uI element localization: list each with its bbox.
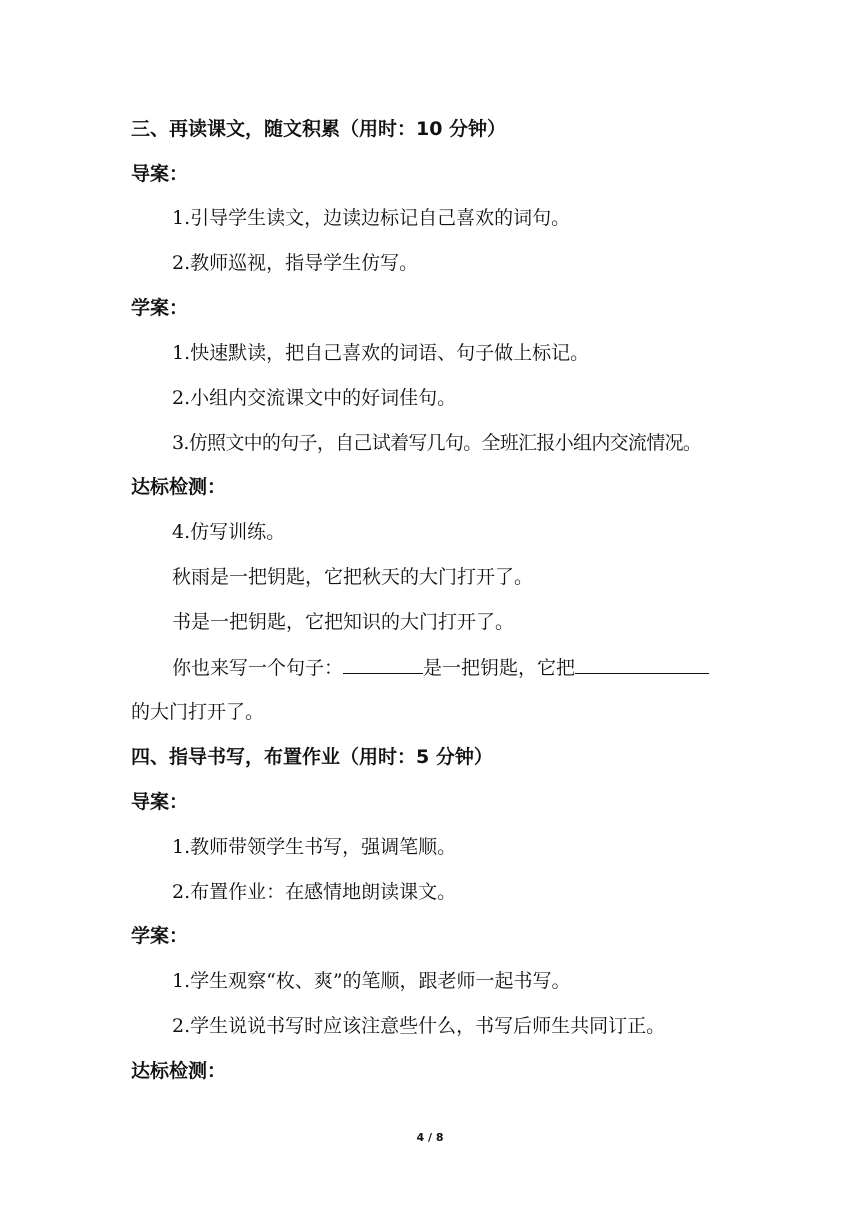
- study-item: 2.小组内交流课文中的好词佳句。: [172, 387, 457, 409]
- study-item: 1.快速默读，把自己喜欢的词语、句子做上标记。: [172, 342, 590, 364]
- check-label: 达标检测：: [131, 1060, 227, 1082]
- guide-item: 2.布置作业：在感情地朗读课文。: [172, 881, 457, 903]
- fill-suffix: 的大门打开了。: [131, 701, 265, 723]
- study-item: 1.学生观察“枚、爽”的笔顺，跟老师一起书写。: [172, 970, 571, 992]
- fill-prefix: 你也来写一个句子：: [172, 657, 344, 679]
- guide-item: 1.教师带领学生书写，强调笔顺。: [172, 836, 457, 858]
- example-sentence: 书是一把钥匙，它把知识的大门打开了。: [172, 611, 515, 633]
- study-label: 学案：: [131, 925, 189, 947]
- study-item: 3.仿照文中的句子，自己试着写几句。全班汇报小组内交流情况。: [172, 432, 702, 454]
- guide-item: 2.教师巡视，指导学生仿写。: [172, 252, 419, 274]
- page-number: 4 / 8: [416, 1131, 444, 1144]
- study-label: 学案：: [131, 297, 189, 319]
- guide-item: 1.引导学生读文，边读边标记自己喜欢的词句。: [172, 207, 571, 229]
- guide-label: 导案：: [131, 163, 189, 185]
- section-3-heading: 三、再读课文，随文积累（用时：10 分钟）: [131, 118, 507, 140]
- fill-blank-1: [343, 655, 423, 674]
- check-label: 达标检测：: [131, 476, 227, 498]
- example-sentence: 秋雨是一把钥匙，它把秋天的大门打开了。: [172, 566, 534, 588]
- check-item: 4.仿写训练。: [172, 521, 286, 543]
- fill-blank-2: [575, 655, 709, 674]
- fill-middle: 是一把钥匙，它把: [423, 657, 576, 679]
- fill-in-sentence: [172, 655, 709, 680]
- guide-label: 导案：: [131, 791, 189, 813]
- study-item: 2.学生说说书写时应该注意些什么，书写后师生共同订正。: [172, 1015, 666, 1037]
- section-4-heading: 四、指导书写，布置作业（用时：5 分钟）: [131, 746, 493, 768]
